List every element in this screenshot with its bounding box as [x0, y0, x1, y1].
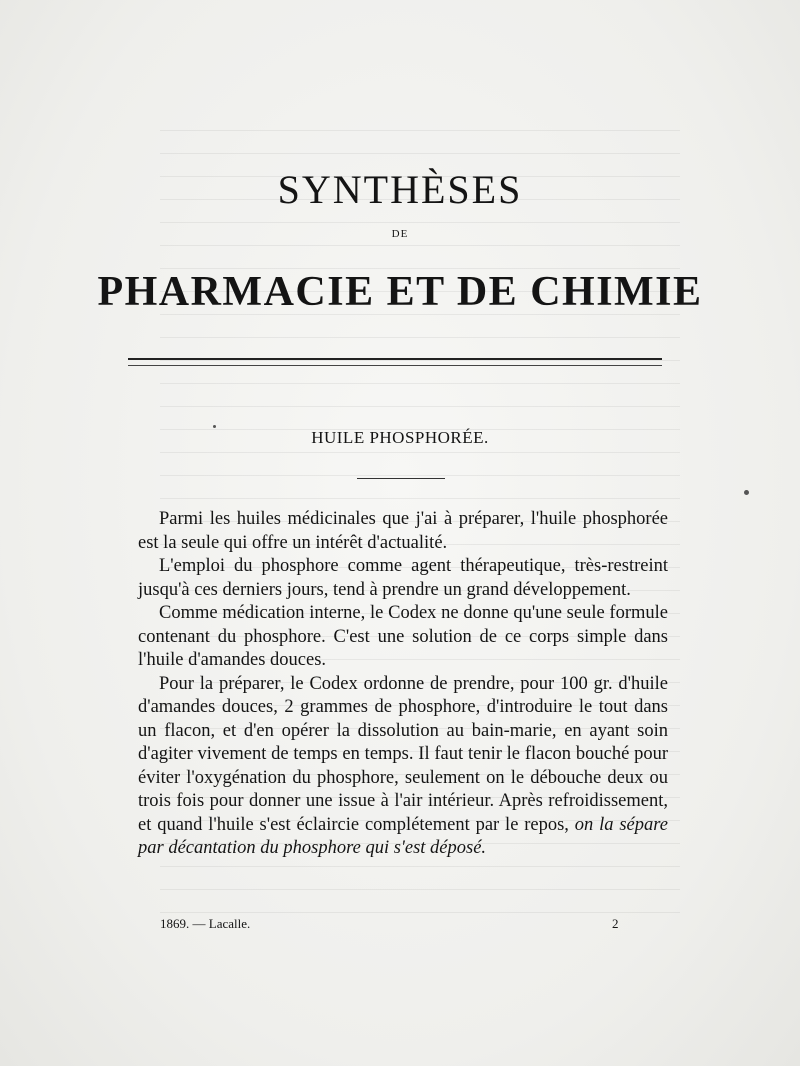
title-connector: DE: [391, 228, 409, 240]
page-subtitle: PHARMACIE ET DE CHIMIE: [97, 269, 703, 315]
title-divider: [128, 358, 662, 366]
body-text: [138, 508, 668, 861]
section-divider: [357, 478, 445, 479]
paragraph-4-text: Pour la préparer, le Codex ordonne de prendre, pour 100 gr. d'huile d'amandes douces, 2 grammes de phosphore, d'introduire le tout dans un flacon, et d'en opérer la dissolution au bain-marie, en ayant soin d'agiter vivement de temps en temps. Il faut tenir le flacon bouché pour éviter l'oxygénation du phosphore, seulement on le débouche deux ou trois fois pour donner une issue à l'air intérieur. Après refroidissement, et quand l'huile s'est éclaircie complétement par le repos,: [138, 673, 668, 835]
paper-speck: [213, 425, 216, 428]
page-number: 2: [612, 916, 619, 931]
paragraph-4: [138, 673, 668, 861]
paragraph-2: L'emploi du phosphore comme agent thérapeutique, très-restreint jusqu'à ces derniers jours, tend à prendre un grand développement.: [138, 556, 668, 600]
page-title: SYNTHÈSES: [277, 167, 523, 212]
section-heading: HUILE PHOSPHORÉE.: [311, 428, 489, 447]
footer-signature: 1869. — Lacalle.: [160, 916, 251, 931]
paragraph-1: Parmi les huiles médicinales que j'ai à préparer, l'huile phosphorée est la seule qui offre un intérêt d'actualité.: [138, 509, 668, 553]
paragraph-3: Comme médication interne, le Codex ne donne qu'une seule formule contenant du phosphore. C'est une solution de ce corps simple dans l'huile d'amandes douces.: [138, 603, 668, 670]
paragraph-4-italic: on la sépare par décantation du phosphore qui s'est déposé.: [138, 814, 668, 858]
paper-speck: [744, 490, 749, 495]
